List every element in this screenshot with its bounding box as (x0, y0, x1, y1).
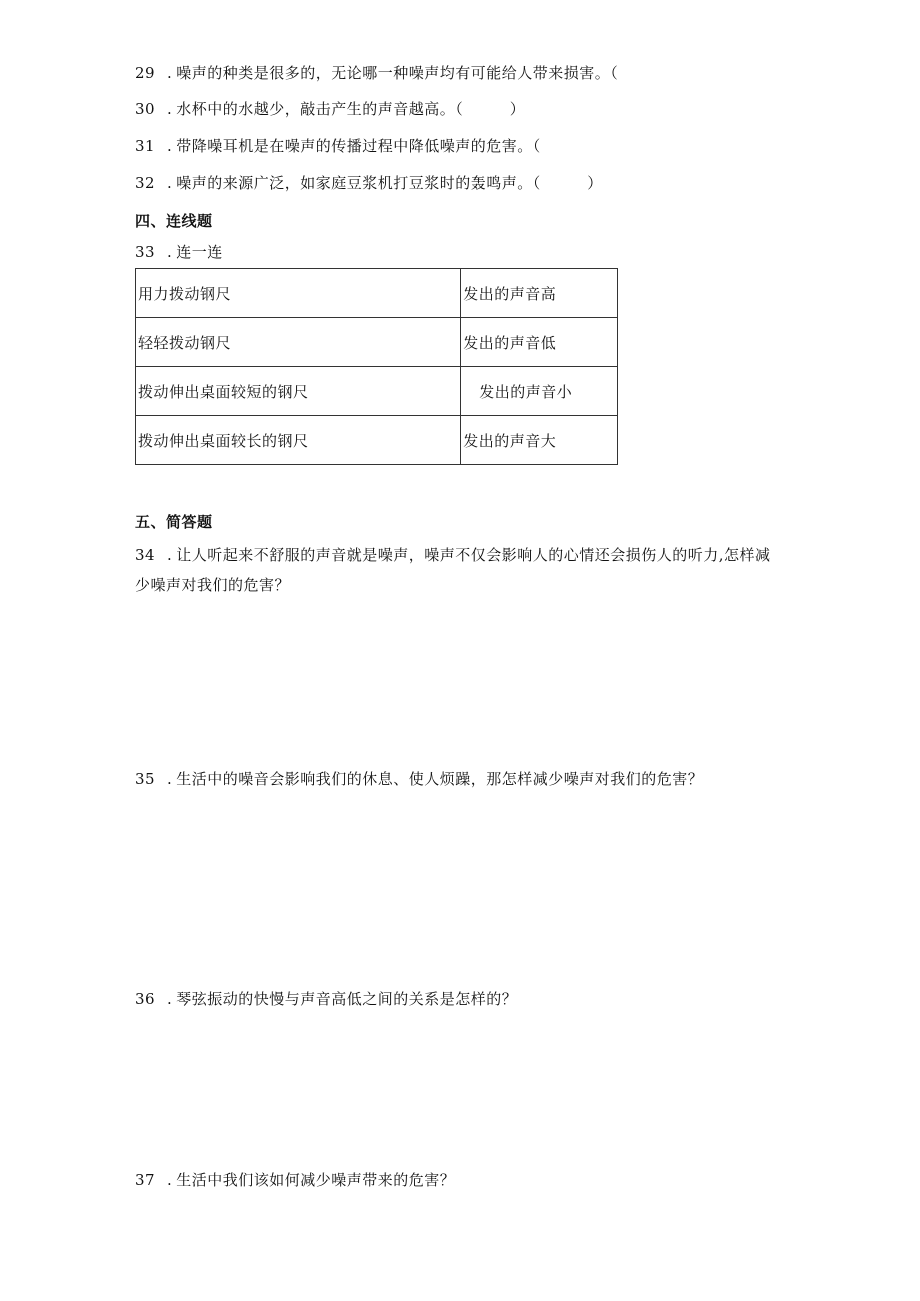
question-number: 36 (135, 990, 156, 1008)
question-number: 34 (135, 546, 156, 564)
question-text-continued: 少噪声对我们的危害？ (135, 576, 291, 594)
question-text: 水杯中的水越少，敲击产生的声音越高。（ ） (176, 100, 526, 118)
question-text: 琴弦振动的快慢与声音高低之间的关系是怎样的？ (176, 990, 518, 1008)
question-number: 30 (135, 100, 156, 118)
question-number: 31 (135, 137, 156, 155)
table-row (136, 318, 618, 367)
left-item[interactable]: 拨动伸出桌面较短的钢尺 (136, 367, 461, 416)
matching-table (135, 268, 618, 465)
table-row (136, 367, 618, 416)
right-item[interactable]: 发出的声音小 (461, 367, 618, 416)
question-31: 31 . 带降噪耳机是在噪声的传播过程中降低噪声的危害。（ (135, 137, 541, 155)
question-text: 噪声的来源广泛，如家庭豆浆机打豆浆时的轰鸣声。（ ） (176, 174, 603, 192)
table-row (136, 269, 618, 318)
right-item[interactable]: 发出的声音高 (461, 269, 618, 318)
question-number: 37 (135, 1171, 156, 1189)
question-number: 32 (135, 174, 156, 192)
question-text: 生活中我们该如何减少噪声带来的危害？ (176, 1171, 456, 1189)
right-item[interactable]: 发出的声音大 (461, 416, 618, 465)
question-text: 让人听起来不舒服的声音就是噪声，噪声不仅会影响人的心情还会损伤人的听力,怎样减 (176, 546, 771, 564)
section-title-short-answer: 五、简答题 (135, 513, 213, 531)
question-number: 35 (135, 770, 156, 788)
right-item[interactable]: 发出的声音低 (461, 318, 618, 367)
left-item[interactable]: 用力拨动钢尺 (136, 269, 461, 318)
question-number: 29 (135, 64, 156, 82)
question-37: 37 . 生活中我们该如何减少噪声带来的危害？ (135, 1171, 456, 1189)
question-33: 33 . 连一连 (135, 243, 223, 261)
question-number: 33 (135, 243, 156, 261)
left-item[interactable]: 拨动伸出桌面较长的钢尺 (136, 416, 461, 465)
question-29: 29 . 噪声的种类是很多的，无论哪一种噪声均有可能给人带来损害。（ (135, 64, 619, 82)
left-item[interactable]: 轻轻拨动钢尺 (136, 318, 461, 367)
question-35: 35 . 生活中的噪音会影响我们的休息、使人烦躁，那怎样减少噪声对我们的危害？ (135, 770, 704, 788)
section-title-matching: 四、连线题 (135, 212, 213, 230)
question-text: 连一连 (176, 243, 223, 261)
question-text: 生活中的噪音会影响我们的休息、使人烦躁，那怎样减少噪声对我们的危害？ (176, 770, 704, 788)
question-text: 带降噪耳机是在噪声的传播过程中降低噪声的危害。（ (176, 137, 541, 155)
question-34: 34 . 让人听起来不舒服的声音就是噪声，噪声不仅会影响人的心情还会损伤人的听力,怎样减 少噪声对我们的危害？ (135, 540, 771, 600)
question-text: 噪声的种类是很多的，无论哪一种噪声均有可能给人带来损害。（ (176, 64, 619, 82)
question-32: 32 . 噪声的来源广泛，如家庭豆浆机打豆浆时的轰鸣声。（ ） (135, 174, 603, 192)
table-row (136, 416, 618, 465)
question-36: 36 . 琴弦振动的快慢与声音高低之间的关系是怎样的？ (135, 990, 518, 1008)
question-30: 30 . 水杯中的水越少，敲击产生的声音越高。（ ） (135, 100, 526, 118)
